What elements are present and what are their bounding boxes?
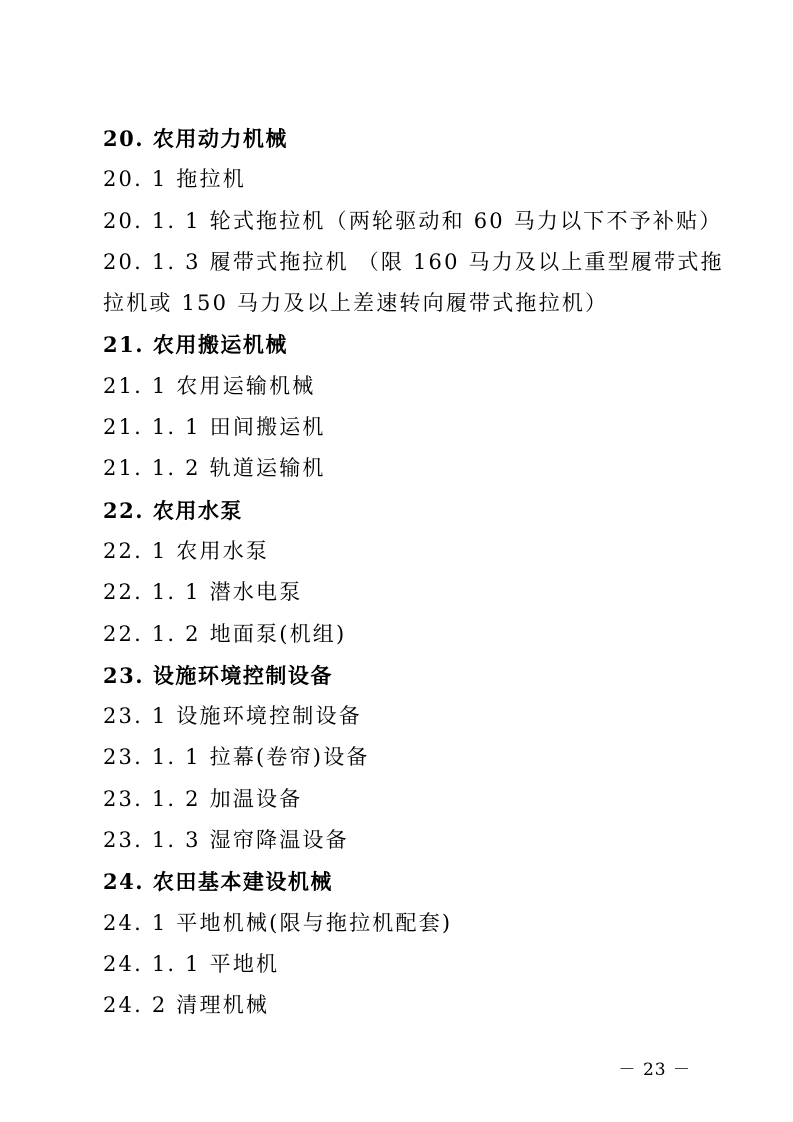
list-item-continuation: 拉机或 150 马力及以上差速转向履带式拖拉机） <box>103 291 609 316</box>
list-item: 20. 1. 3 履带式拖拉机 （限 160 马力及以上重型履带式拖 <box>103 249 724 274</box>
section-heading-22: 22. 农用水泵 <box>103 497 243 523</box>
list-item: 24. 2 清理机械 <box>103 993 270 1018</box>
list-item: 20. 1. 1 轮式拖拉机（两轮驱动和 60 马力以下不予补贴） <box>103 208 723 233</box>
section-heading-24: 24. 农田基本建设机械 <box>103 869 333 895</box>
list-item: 23. 1. 3 湿帘降温设备 <box>103 828 349 853</box>
list-item: 22. 1. 1 潜水电泵 <box>103 580 303 605</box>
section-heading-21: 21. 农用搬运机械 <box>103 332 288 358</box>
list-item: 23. 1. 2 加温设备 <box>103 786 303 811</box>
section-heading-20: 20. 农用动力机械 <box>103 126 288 151</box>
list-item: 20. 1 拖拉机 <box>103 167 246 192</box>
list-item: 22. 1. 2 地面泵(机组) <box>103 621 347 646</box>
list-item: 21. 1. 1 田间搬运机 <box>103 415 326 440</box>
list-item: 24. 1 平地机械(限与拖拉机配套) <box>103 910 453 935</box>
list-item: 22. 1 农用水泵 <box>103 538 270 563</box>
page-number: － 23 － <box>618 1060 691 1080</box>
list-item: 23. 1. 1 拉幕(卷帘)设备 <box>103 745 370 770</box>
document-body <box>103 118 724 1027</box>
list-item: 21. 1. 2 轨道运输机 <box>103 456 326 481</box>
list-item: 23. 1 设施环境控制设备 <box>103 704 362 729</box>
list-item: 21. 1 农用运输机械 <box>103 373 316 398</box>
list-item: 24. 1. 1 平地机 <box>103 951 280 976</box>
section-heading-23: 23. 设施环境控制设备 <box>103 662 333 688</box>
